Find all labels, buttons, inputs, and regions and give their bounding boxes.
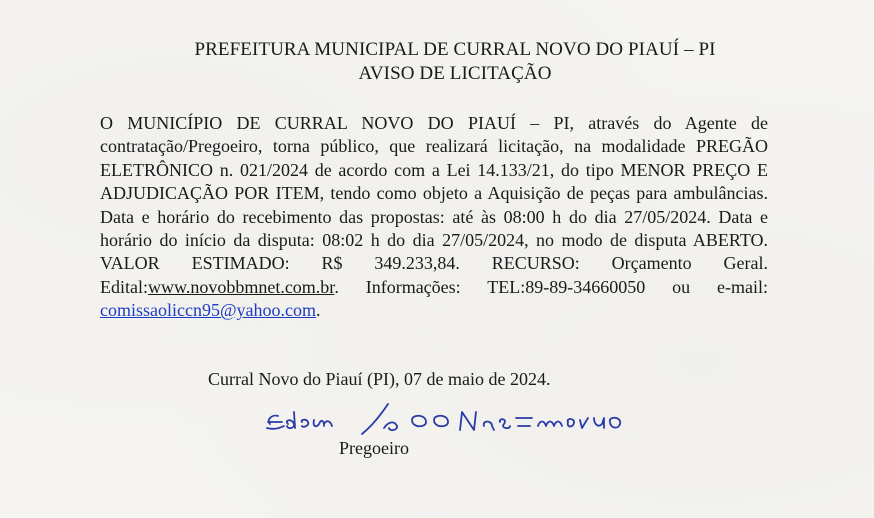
- signer-role: Pregoeiro: [339, 438, 409, 458]
- notice-body: [100, 112, 768, 323]
- handwritten-signature: [262, 398, 632, 440]
- website-link[interactable]: www.novobbmnet.com.br: [148, 276, 335, 297]
- notice-text-main: O MUNICÍPIO DE CURRAL NOVO DO PIAUÍ – PI, através do Agente de contratação/Pregoeiro, torna público, que realizará licitação, na modalidade PREGÃO ELETRÔNICO n. 021/2024 de acordo com a Lei 14.133/21, do tipo MENOR PREÇO E ADJUDICAÇÃO POR ITEM, tendo como objeto a Aquisição de peças para ambulâncias. Data e horário do recebimento das propostas: até às 08:00 h do dia 27/05/2024. Data e horário do início da disputa: 08:02 h do dia 27/05/2024, no modo de disputa ABERTO. VALOR ESTIMADO: R$ 349.233,84. RECURSO: Orçamento Geral. Edital:: [100, 113, 768, 297]
- header-title: PREFEITURA MUNICIPAL DE CURRAL NOVO DO PIAUÍ – PI: [194, 39, 716, 60]
- notice-text-info: . Informações: TEL:89-89-34660050 ou e-mail:: [334, 276, 768, 297]
- header-subtitle: AVISO DE LICITAÇÃO: [358, 63, 552, 84]
- place-date: Curral Novo do Piauí (PI), 07 de maio de 2024.: [208, 369, 551, 389]
- notice-text-end: .: [316, 300, 321, 321]
- email-link[interactable]: comissaoliccn95@yahoo.com: [100, 300, 317, 321]
